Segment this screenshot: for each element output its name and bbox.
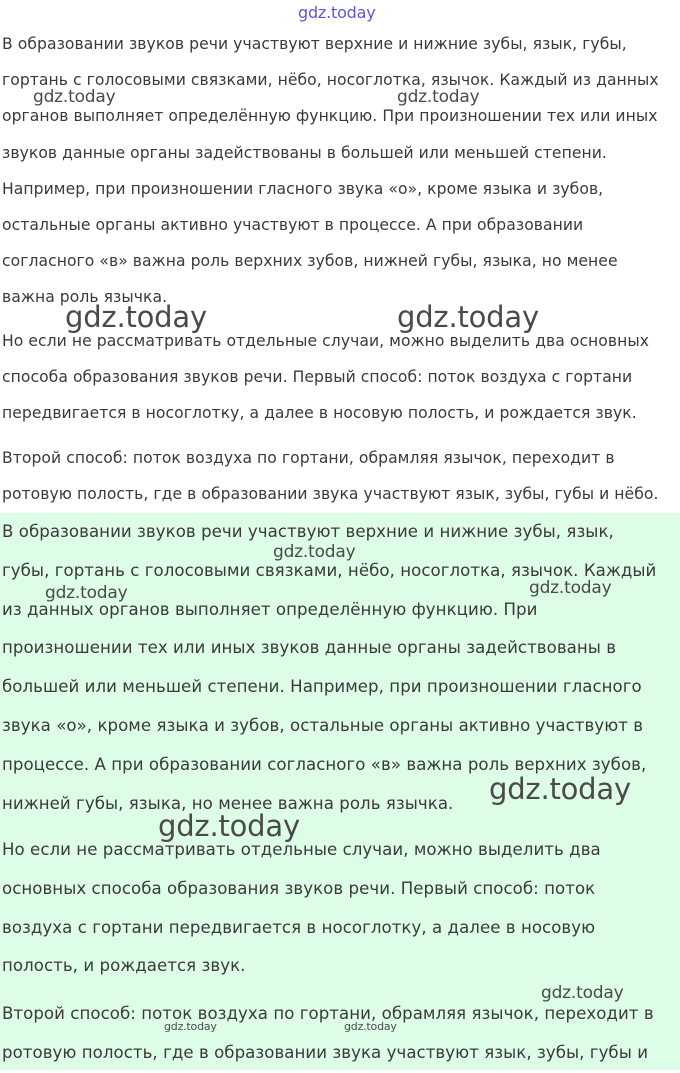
watermark: gdz.today — [298, 3, 376, 22]
watermark: gdz.today — [65, 300, 207, 334]
text-line: Но если не рассматривать отдельные случаи, можно выделить два основных — [2, 332, 650, 350]
text-line: губы, гортань с голосовыми связками, нёбо, носоглотка, язычок. Каждый — [2, 560, 657, 580]
text-line: В образовании звуков речи участвуют верхние и нижние зубы, язык, — [2, 522, 614, 541]
text-line: ротовую полость, где в образовании звука участвуют язык, зубы, губы и нёбо. — [2, 485, 659, 504]
text-line: большей или меньшей степени. Например, при произношении гласного — [2, 677, 642, 697]
text-line: звуков данные органы задействованы в большей или меньшей степени. — [2, 143, 607, 162]
answer-section-plain — [0, 0, 680, 513]
text-line: способа образования звуков речи. Первый способ: поток воздуха с гортани — [2, 368, 633, 387]
paragraph — [2, 831, 601, 986]
text-line: В образовании звуков речи участвуют верхние и нижние зубы, язык, губы, — [2, 35, 627, 53]
watermark: gdz.today — [397, 300, 539, 334]
text-line: процессе. А при образовании согласного «в» важна роль верхних зубов, — [2, 754, 647, 774]
watermark: gdz.today — [164, 1020, 217, 1033]
watermark: gdz.today — [529, 578, 612, 598]
text-line: Второй способ: поток воздуха по гортани, обрамляя язычок, переходит в — [2, 449, 615, 467]
paragraph — [2, 323, 649, 432]
text-line: звука «о», кроме языка и зубов, остальные органы активно участвуют в — [2, 715, 644, 735]
text-line: гортань с голосовыми связками, нёбо, носоглотка, язычок. Каждый из данных — [2, 71, 659, 90]
paragraph — [2, 26, 659, 316]
text-line: основных способа образования звуков речи. Первый способ: поток — [2, 878, 596, 898]
text-line: остальные органы активно участвуют в процессе. А при образовании — [2, 216, 584, 235]
watermark: gdz.today — [344, 1020, 397, 1033]
text-line: Например, при произношении гласного звука «о», кроме языка и зубов, — [2, 179, 604, 198]
text-line: согласного «в» важна роль верхних зубов, нижней губы, языка, но менее — [2, 252, 618, 271]
text-line: Но если не рассматривать отдельные случаи, можно выделить два — [2, 840, 601, 859]
watermark: gdz.today — [489, 772, 631, 806]
text-line: воздуха с гортани передвигается в носоглотку, а далее в носовую — [2, 917, 596, 937]
paragraph — [2, 995, 654, 1073]
watermark: gdz.today — [45, 583, 128, 603]
text-line: передвигается в носоглотку, а далее в носовую полость, и рождается звук. — [2, 404, 637, 423]
watermark: gdz.today — [33, 87, 116, 107]
watermark: gdz.today — [273, 542, 356, 562]
text-line: важна роль язычка. — [2, 288, 168, 307]
text-line: Второй способ: поток воздуха по гортани, обрамляя язычок, переходит в — [2, 1004, 654, 1023]
text-line: произношении тех или иных звуков данные органы задействованы в — [2, 638, 617, 658]
paragraph — [2, 440, 658, 512]
watermark: gdz.today — [158, 809, 300, 843]
watermark: gdz.today — [541, 983, 624, 1003]
text-line: нижней губы, языка, но менее важна роль язычка. — [2, 793, 454, 813]
text-line: органов выполняет определённую функцию. При произношении тех или иных — [2, 107, 658, 126]
text-line: полость, и рождается звук. — [2, 956, 246, 976]
text-line: ротовую полость, где в образовании звука участвуют язык, зубы, губы и — [2, 1042, 649, 1062]
watermark: gdz.today — [397, 87, 480, 107]
text-line: из данных органов выполняет определённую функцию. При — [2, 599, 538, 619]
